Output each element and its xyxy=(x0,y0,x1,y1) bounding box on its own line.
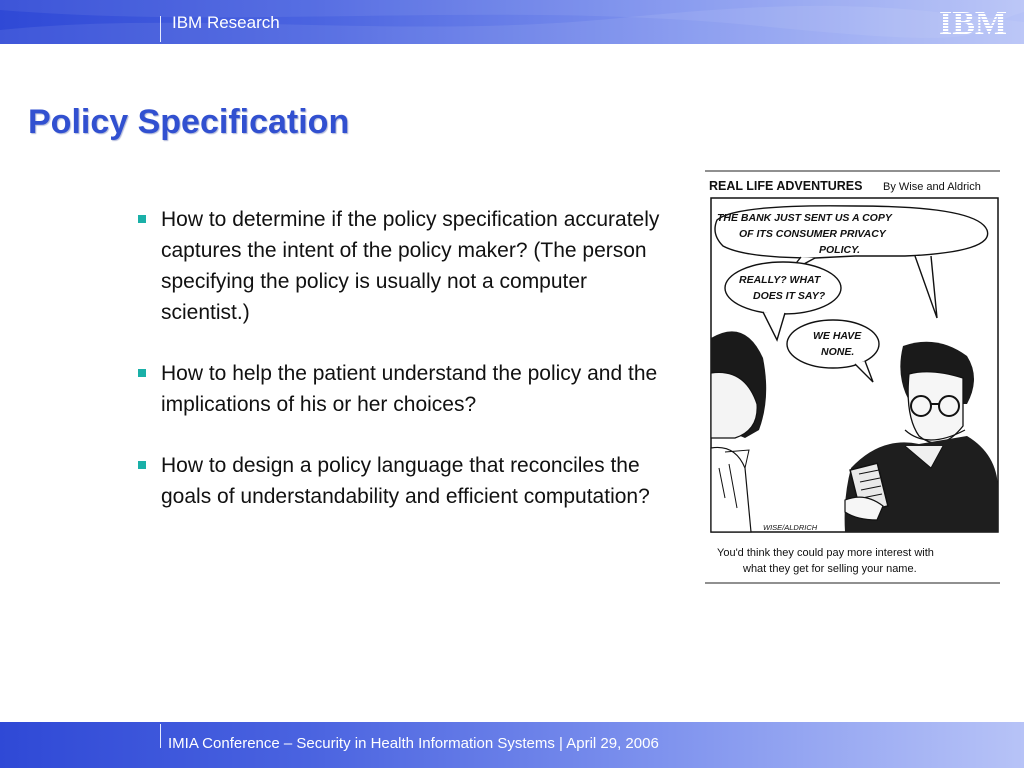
footer-band xyxy=(0,722,1024,768)
bubble-3-line-1: WE HAVE xyxy=(813,330,862,342)
header-divider xyxy=(160,16,161,42)
slide-title: Policy Specification xyxy=(28,103,350,141)
footer-text: IMIA Conference – Security in Health Information Systems | April 29, 2006 xyxy=(168,735,659,752)
bubble-2-line-1: REALLY? WHAT xyxy=(739,274,821,286)
header-org-label: IBM Research xyxy=(172,13,280,32)
comic-signature: WISE/ALDRICH xyxy=(763,523,818,532)
ibm-logo xyxy=(938,5,1008,39)
bubble-1-line-2: OF ITS CONSUMER PRIVACY xyxy=(739,228,886,240)
footer-divider xyxy=(160,724,161,748)
bullet-item xyxy=(136,204,666,328)
comic-caption-line-1: You'd think they could pay more interest with xyxy=(717,547,934,559)
bullet-text: How to design a policy language that reconciles the goals of understandability and efficient computation? xyxy=(161,454,650,508)
header-band xyxy=(0,0,1024,44)
ibm-logo-text: IBM xyxy=(939,5,1007,39)
header-wave-decoration xyxy=(0,0,1024,44)
square-bullet-icon xyxy=(138,215,146,223)
bullet-text: How to help the patient understand the policy and the implications of his or her choices? xyxy=(161,362,658,416)
square-bullet-icon xyxy=(138,369,146,377)
comic-strip-image xyxy=(705,168,1000,586)
bubble-3-line-2: NONE. xyxy=(821,346,855,358)
square-bullet-icon xyxy=(138,461,146,469)
bubble-1-line-3: POLICY. xyxy=(819,244,861,256)
bubble-1-line-1: THE BANK JUST SENT US A COPY xyxy=(717,212,892,224)
bullet-list xyxy=(136,204,666,542)
comic-byline: By Wise and Aldrich xyxy=(883,181,981,193)
bullet-item xyxy=(136,450,666,512)
comic-title: REAL LIFE ADVENTURES xyxy=(709,179,863,193)
comic-caption-line-2: what they get for selling your name. xyxy=(743,563,917,575)
bullet-text: How to determine if the policy specification accurately captures the intent of the policy maker? (The person specifying the policy is usually not a computer scientist.) xyxy=(161,208,660,324)
bullet-item xyxy=(136,358,666,420)
bubble-2-line-2: DOES IT SAY? xyxy=(753,290,826,302)
